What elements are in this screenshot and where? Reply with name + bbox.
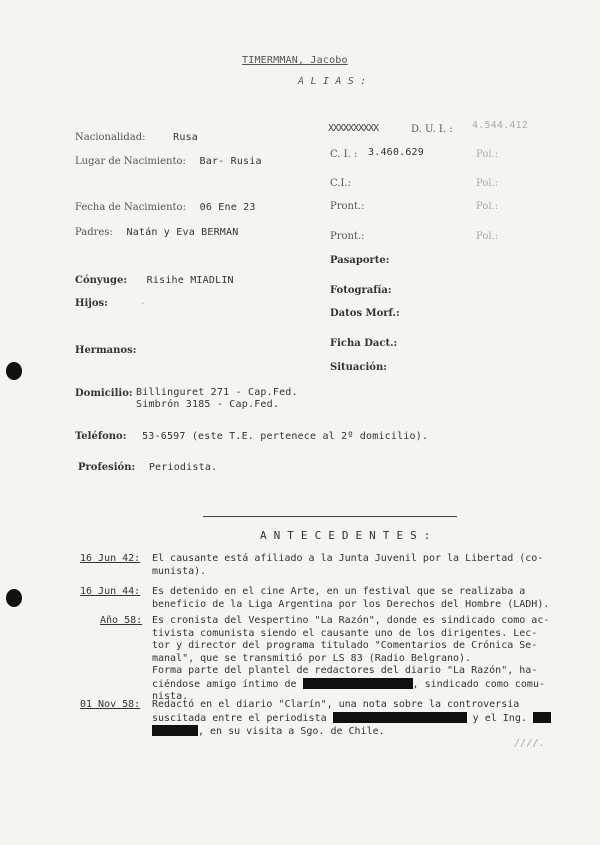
label-pront-2: Pront.:: [330, 231, 365, 242]
label-pol-4: Pol.:: [476, 231, 499, 242]
entry-4-text: [152, 699, 551, 739]
entry-1-line-1: El causante está afiliado a la Junta Juvenil por la Libertad (co-: [152, 553, 544, 564]
label-nacionalidad: Nacionalidad:: [75, 132, 146, 143]
value-nacionalidad: Rusa: [173, 132, 198, 143]
entry-3-date: Año 58:: [100, 615, 143, 626]
value-hijos: -: [139, 298, 146, 309]
entry-1-text: [152, 553, 543, 578]
entry-4-line-2a: suscitada entre el periodista: [152, 712, 327, 724]
entry-3-line-7: nista.: [152, 691, 189, 702]
punch-hole-bottom: [6, 589, 22, 607]
field-lugar-nacimiento: [75, 149, 262, 168]
field-telefono: [75, 424, 428, 443]
label-ci: C. I. :: [330, 149, 358, 160]
label-profesion: Profesión:: [78, 462, 136, 473]
entry-4-line-1: Redactó en el diario "Clarín", una nota sobre la controversia: [152, 699, 520, 710]
value-lugar-nacimiento: Bar- Rusia: [199, 156, 262, 167]
entry-3-line-1: Es cronista del Vespertino "La Razón", donde es sindicado como ac-: [152, 615, 550, 626]
entry-3-line-6b: , sindicado como comu-: [412, 678, 545, 690]
entry-4-line-3a: , en su visita a Sgo. de Chile.: [198, 726, 385, 737]
entry-3-line-3: tor y director del programa titulado "Comentarios de Crónica Se-: [152, 640, 538, 651]
entry-4-line-3: [152, 725, 551, 739]
antecedentes-title: A N T E C E D E N T E S :: [260, 529, 431, 542]
value-padres: Natán y Eva BERMAN: [126, 227, 239, 238]
field-profesion: [78, 455, 217, 474]
value-ci: 3.460.629: [368, 147, 424, 158]
entry-4-line-2b: y el Ing.: [472, 712, 527, 724]
entry-2-text: [152, 586, 549, 611]
label-ficha-dact: Ficha Dact.:: [330, 338, 398, 349]
label-pront-1: Pront.:: [330, 201, 365, 212]
redaction-bar: [333, 712, 467, 723]
alias-label: A L I A S :: [298, 76, 367, 87]
value-telefono: 53-6597 (este T.E. pertenece al 2º domicilio).: [142, 431, 429, 442]
entry-2-date: 16 Jun 44:: [80, 586, 141, 597]
label-datos-morf: Datos Morf.:: [330, 308, 400, 319]
dui-struck-text: XXXXXXXXXX: [328, 123, 379, 134]
redaction-bar: [303, 678, 413, 689]
label-telefono: Teléfono:: [75, 431, 127, 442]
entry-2-line-1: Es detenido en el cine Arte, en un festival que se realizaba a: [152, 586, 526, 597]
entry-1-line-2: munista).: [152, 565, 207, 577]
field-nacionalidad: [75, 125, 198, 144]
value-domicilio-1: Billinguret 271 - Cap.Fed.: [136, 387, 298, 398]
punch-hole-top: [6, 362, 22, 380]
subject-name: TIMERMMAN, Jacobo: [242, 55, 348, 66]
redaction-bar: [533, 712, 551, 723]
value-fecha-nacimiento: 06 Ene 23: [199, 202, 256, 213]
entry-4-date: 01 Nov 58:: [80, 699, 141, 710]
label-fecha-nacimiento: Fecha de Nacimiento:: [75, 202, 186, 213]
value-conyuge: Risihe MIADLIN: [146, 275, 234, 286]
label-pasaporte: Pasaporte:: [330, 255, 390, 266]
field-hermanos: [75, 338, 136, 357]
value-domicilio-2: Simbrón 3185 - Cap.Fed.: [136, 399, 280, 410]
label-conyuge: Cónyuge:: [75, 275, 128, 286]
field-fecha-nacimiento: [75, 195, 256, 214]
entry-3-line-6a: ciéndose amigo íntimo de: [152, 678, 297, 690]
label-ci-2: C.I.:: [330, 178, 351, 189]
label-dui: D. U. I. :: [411, 124, 453, 135]
entry-3-line-4: manal", que se transmitió por LS 83 (Radio Belgrano).: [152, 652, 472, 664]
section-divider: [203, 516, 457, 517]
entry-1-date: 16 Jun 42:: [80, 553, 141, 564]
field-conyuge: [75, 268, 234, 287]
label-fotografia: Fotografía:: [330, 285, 392, 296]
label-padres: Padres:: [75, 227, 113, 238]
label-domicilio: Domicilio:: [75, 388, 133, 399]
label-lugar-nacimiento: Lugar de Nacimiento:: [75, 156, 186, 167]
label-hermanos: Hermanos:: [75, 345, 137, 356]
redaction-bar: [152, 725, 198, 736]
label-situacion: Situación:: [330, 362, 387, 373]
field-padres: [75, 220, 238, 239]
value-dui: 4.544.412: [472, 120, 528, 131]
entry-3-line-6: [152, 678, 549, 692]
entry-2-line-2: beneficio de la Liga Argentina por los Derechos del Hombre (LADH).: [152, 598, 550, 610]
entry-3-line-2: tivista comunista siendo el causante uno de los dirigentes. Lec-: [152, 627, 538, 639]
label-pol-2: Pol.:: [476, 178, 499, 189]
entry-3-line-5: Forma parte del plantel de redactores del diario "La Razón", ha-: [152, 665, 538, 676]
entry-4-line-2: [152, 712, 551, 726]
end-mark: ////.: [514, 738, 546, 749]
label-pol-1: Pol.:: [476, 149, 499, 160]
field-hijos: [75, 291, 146, 310]
label-hijos: Hijos:: [75, 298, 108, 309]
entry-3-text: [152, 615, 549, 704]
label-pol-3: Pol.:: [476, 201, 499, 212]
value-profesion: Periodista.: [148, 462, 218, 473]
